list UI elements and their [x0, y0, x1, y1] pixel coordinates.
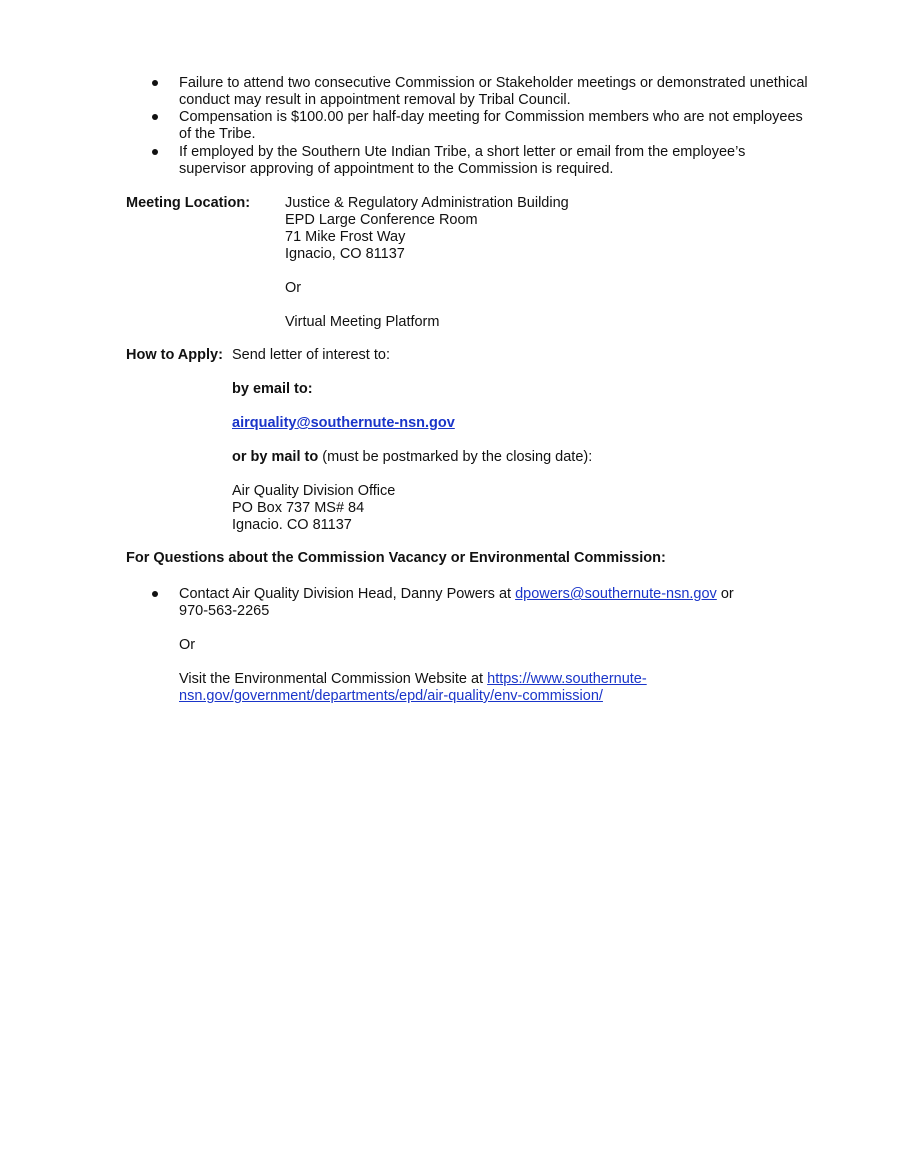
bullet-3-line-1: If employed by the Southern Ute Indian Tribe, a short letter or email from the employee’s — [179, 144, 746, 160]
location-line-3: 71 Mike Frost Way — [285, 229, 406, 245]
bullet-2-line-2: of the Tribe. — [179, 126, 256, 142]
visit-line-1 — [179, 671, 647, 688]
contact-suffix: or — [716, 586, 734, 602]
mail-line-1: Air Quality Division Office — [232, 483, 396, 499]
contact-email-link[interactable]: dpowers@southernute-nsn.gov — [515, 586, 717, 602]
bullet-icon — [152, 149, 158, 155]
mail-line-2: PO Box 737 MS# 84 — [232, 500, 365, 516]
location-line-1: Justice & Regulatory Administration Building — [285, 195, 569, 211]
location-virtual: Virtual Meeting Platform — [285, 314, 440, 330]
email-heading: by email to: — [232, 381, 313, 397]
location-line-2: EPD Large Conference Room — [285, 212, 478, 228]
website-link-part-2[interactable]: nsn.gov/government/departments/epd/air-quality/env-commission/ — [179, 688, 603, 704]
contact-prefix: Contact Air Quality Division Head, Danny Powers at — [179, 586, 516, 602]
bullet-icon — [152, 80, 158, 86]
questions-heading: For Questions about the Commission Vacancy or Environmental Commission: — [126, 550, 666, 566]
visit-line-2 — [179, 688, 603, 705]
location-or: Or — [285, 280, 302, 296]
bullet-2-line-1: Compensation is $100.00 per half-day meeting for Commission members who are not employees — [179, 109, 803, 125]
bullet-icon — [152, 591, 158, 597]
mail-heading-line — [232, 449, 592, 466]
bullet-icon — [152, 114, 158, 120]
mail-heading: or by mail to — [232, 449, 319, 465]
contact-phone: 970-563-2265 — [179, 603, 270, 619]
website-link-part-1[interactable]: https://www.southernute- — [487, 671, 647, 687]
contact-line — [179, 586, 734, 603]
apply-email-link[interactable]: airquality@southernute-nsn.gov — [232, 415, 455, 431]
questions-or: Or — [179, 637, 196, 653]
mail-line-3: Ignacio. CO 81137 — [232, 517, 352, 533]
bullet-3-line-2: supervisor approving of appointment to the Commission is required. — [179, 161, 614, 177]
mail-note: (must be postmarked by the closing date): — [318, 449, 593, 465]
bullet-1-line-2: conduct may result in appointment removal by Tribal Council. — [179, 92, 571, 108]
bullet-1-line-1: Failure to attend two consecutive Commission or Stakeholder meetings or demonstrated unethical — [179, 75, 808, 91]
apply-intro: Send letter of interest to: — [232, 347, 390, 363]
meeting-location-label: Meeting Location: — [126, 195, 251, 211]
apply-email-line — [232, 415, 455, 432]
location-line-4: Ignacio, CO 81137 — [285, 246, 405, 262]
how-to-apply-label: How to Apply: — [126, 347, 223, 363]
visit-prefix: Visit the Environmental Commission Website at — [179, 671, 488, 687]
